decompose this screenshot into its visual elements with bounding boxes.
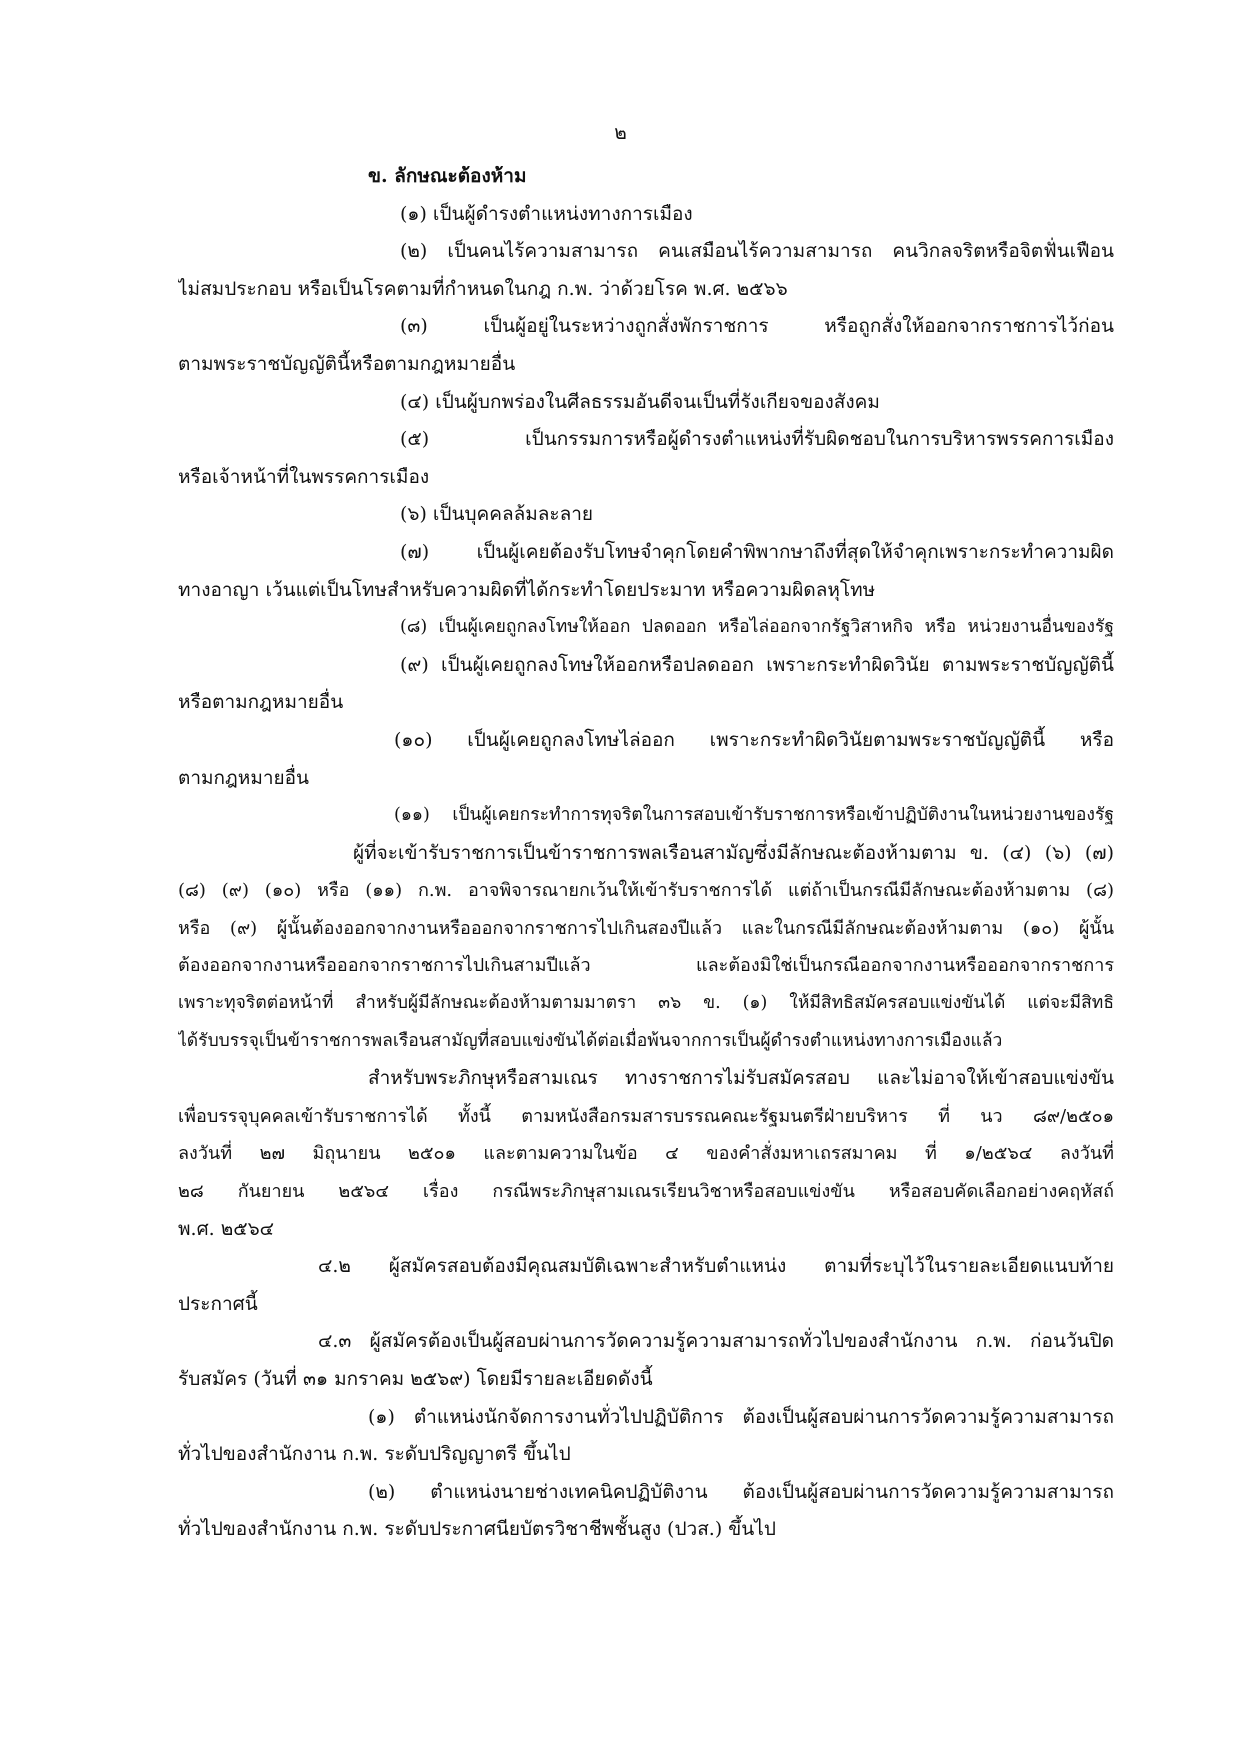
section-4-3-line-2: รับสมัคร (วันที่ ๓๑ มกราคม ๒๕๖๙) โดยมีรายละเอียดดังนี้	[178, 1368, 653, 1390]
exemption-para-line-1: ผู้ที่จะเข้ารับราชการเป็นข้าราชการพลเรือนสามัญซึ่งมีลักษณะต้องห้ามตาม ข. (๔) (๖) (๗)	[353, 841, 1114, 864]
exemption-para-line-6: ได้รับบรรจุเป็นข้าราชการพลเรือนสามัญที่สอบแข่งขันได้ต่อเมื่อพ้นจากการเป็นผู้ดำรงตำแหน่งทางการเมืองแล้ว	[178, 1030, 1003, 1051]
item-4: (๔) เป็นผู้บกพร่องในศีลธรรมอันดีจนเป็นที่รังเกียจของสังคม	[400, 390, 880, 413]
monk-para-line-4: ๒๘ กันยายน ๒๕๖๔ เรื่อง กรณีพระภิกษุสามเณรเรียนวิชาหรือสอบแข่งขัน หรือสอบคัดเลือกอย่างคฤหัสถ์	[178, 1181, 1114, 1203]
exemption-para-line-2: (๘) (๙) (๑๐) หรือ (๑๑) ก.พ. อาจพิจารณายกเว้นให้เข้ารับราชการได้ แต่ถ้าเป็นกรณีมีลักษณะต้องห้ามตาม (๘)	[178, 880, 1114, 902]
item-1: (๑) เป็นผู้ดำรงตำแหน่งทางการเมือง	[400, 202, 693, 225]
monk-para-line-5: พ.ศ. ๒๕๖๔	[178, 1217, 275, 1240]
item-8: (๘) เป็นผู้เคยถูกลงโทษให้ออก ปลดออก หรือไล่ออกจากรัฐวิสาหกิจ หรือ หน่วยงานอื่นของรัฐ	[400, 617, 1114, 638]
item-10-line-2: ตามกฎหมายอื่น	[178, 766, 310, 789]
section-4-2-line-1: ๔.๒ ผู้สมัครสอบต้องมีคุณสมบัติเฉพาะสำหรับตำแหน่ง ตามที่ระบุไว้ในรายละเอียดแนบท้าย	[318, 1255, 1114, 1278]
exemption-para-line-4: ต้องออกจากงานหรือออกจากราชการไปเกินสามปีแล้ว และต้องมิใช่เป็นกรณีออกจากงานหรือออกจากราชการ	[178, 955, 1114, 977]
item-2-line-2: ไม่สมประกอบ หรือเป็นโรคตามที่กำหนดในกฎ ก.พ. ว่าด้วยโรค พ.ศ. ๒๕๖๖	[178, 277, 788, 300]
item-7-line-2: ทางอาญา เว้นแต่เป็นโทษสำหรับความผิดที่ได้กระทำโดยประมาท หรือความผิดลหุโทษ	[178, 578, 876, 601]
section-4-2-line-2: ประกาศนี้	[178, 1292, 258, 1315]
qualification-2-line-1: (๒) ตำแหน่งนายช่างเทคนิคปฏิบัติงาน ต้องเป็นผู้สอบผ่านการวัดความรู้ความสามารถ	[368, 1480, 1114, 1503]
exemption-para-line-3: หรือ (๙) ผู้นั้นต้องออกจากงานหรือออกจากราชการไปเกินสองปีแล้ว และในกรณีมีลักษณะต้องห้ามตาม (๑๐) ผู้นั้น	[178, 917, 1114, 939]
qualification-2-line-2: ทั่วไปของสำนักงาน ก.พ. ระดับประกาศนียบัตรวิชาชีพชั้นสูง (ปวส.) ขึ้นไป	[178, 1518, 776, 1541]
section-4-3-line-1: ๔.๓ ผู้สมัครต้องเป็นผู้สอบผ่านการวัดความรู้ความสามารถทั่วไปของสำนักงาน ก.พ. ก่อนวันปิด	[318, 1330, 1114, 1353]
exemption-para-line-5: เพราะทุจริตต่อหน้าที่ สำหรับผู้มีลักษณะต้องห้ามตามมาตรา ๓๖ ข. (๑) ให้มีสิทธิสมัครสอบแข่งขันได้ แต่จะมีสิทธิ	[178, 993, 1114, 1014]
item-5-line-1: (๕) เป็นกรรมการหรือผู้ดำรงตำแหน่งที่รับผิดชอบในการบริหารพรรคการเมือง	[400, 428, 1114, 451]
monk-para-line-3: ลงวันที่ ๒๗ มิถุนายน ๒๕๐๑ และตามความในข้อ ๔ ของคำสั่งมหาเถรสมาคม ที่ ๑/๒๕๖๔ ลงวันที่	[178, 1143, 1114, 1165]
monk-para-line-1: สำหรับพระภิกษุหรือสามเณร ทางราชการไม่รับสมัครสอบ และไม่อาจให้เข้าสอบแข่งขัน	[368, 1067, 1114, 1090]
monk-para-line-2: เพื่อบรรจุบุคคลเข้ารับราชการได้ ทั้งนี้ ตามหนังสือกรมสารบรรณคณะรัฐมนตรีฝ่ายบริหาร ที่ นว ๘๙/๒๕๐๑	[178, 1105, 1114, 1127]
item-3-line-2: ตามพระราชบัญญัตินี้หรือตามกฎหมายอื่น	[178, 352, 516, 375]
item-9-line-2: หรือตามกฎหมายอื่น	[178, 691, 344, 714]
document-body	[178, 158, 1114, 1549]
qualification-1-line-2: ทั่วไปของสำนักงาน ก.พ. ระดับปริญญาตรี ขึ้นไป	[178, 1443, 571, 1466]
item-7-line-1: (๗) เป็นผู้เคยต้องรับโทษจำคุกโดยคำพิพากษาถึงที่สุดให้จำคุกเพราะกระทำความผิด	[400, 540, 1114, 563]
qualification-1-line-1: (๑) ตำแหน่งนักจัดการงานทั่วไปปฏิบัติการ ต้องเป็นผู้สอบผ่านการวัดความรู้ความสามารถ	[368, 1405, 1114, 1428]
page-number: ๒	[614, 122, 627, 144]
item-3-line-1: (๓) เป็นผู้อยู่ในระหว่างถูกสั่งพักราชการ หรือถูกสั่งให้ออกจากราชการไว้ก่อน	[400, 315, 1114, 338]
section-heading: ข. ลักษณะต้องห้าม	[368, 165, 527, 187]
item-9-line-1: (๙) เป็นผู้เคยถูกลงโทษให้ออกหรือปลดออก เพราะกระทำผิดวินัย ตามพระราชบัญญัตินี้	[400, 653, 1114, 676]
item-5-line-2: หรือเจ้าหน้าที่ในพรรคการเมือง	[178, 465, 430, 488]
item-2-line-1: (๒) เป็นคนไร้ความสามารถ คนเสมือนไร้ความสามารถ คนวิกลจริตหรือจิตฟั่นเฟือน	[400, 240, 1114, 263]
item-11: (๑๑) เป็นผู้เคยกระทำการทุจริตในการสอบเข้ารับราชการหรือเข้าปฏิบัติงานในหน่วยงานของรัฐ	[394, 805, 1114, 826]
item-6: (๖) เป็นบุคคลล้มละลาย	[400, 503, 594, 526]
item-10-line-1: (๑๐) เป็นผู้เคยถูกลงโทษไล่ออก เพราะกระทำผิดวินัยตามพระราชบัญญัตินี้ หรือ	[394, 728, 1114, 751]
